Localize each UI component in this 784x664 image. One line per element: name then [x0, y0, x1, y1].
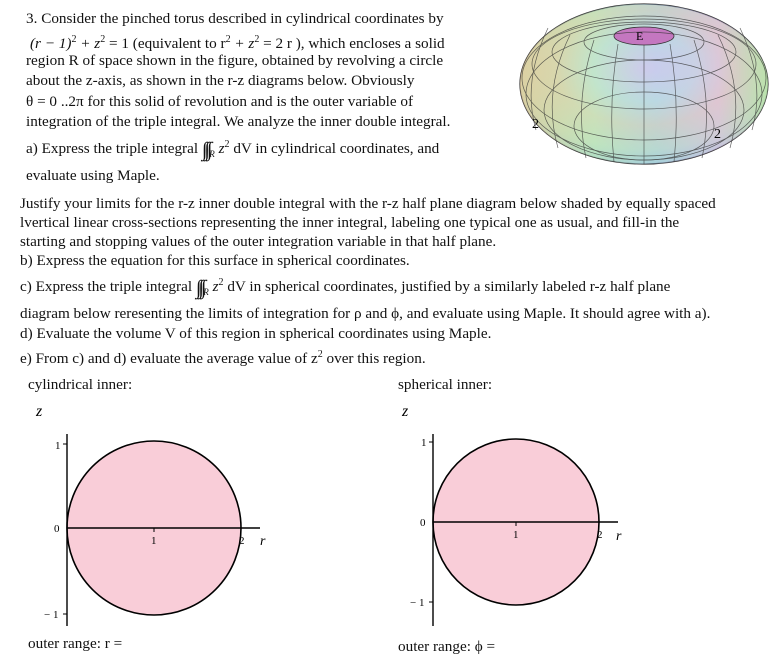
tick-label-zero: 0: [54, 523, 60, 535]
problem-line-14: diagram below reresenting the limits of integration for ρ and ϕ, and evaluate using Maple. It should agree with a).: [20, 305, 711, 322]
problem-line-12: b) Express the equation for this surface in spherical coordinates.: [20, 252, 410, 269]
text-part: a) Express the triple integral: [26, 140, 199, 157]
problem-line-13: [20, 274, 670, 301]
torus-label-right: 2: [714, 127, 721, 142]
torus-figure: [518, 2, 770, 170]
exp: 2: [224, 139, 230, 150]
problem-line-3: region R of space shown in the figure, obtained by revolving a circle: [26, 52, 444, 69]
left-plot-title: cylindrical inner:: [28, 376, 133, 393]
torus-label-top: E: [636, 29, 644, 43]
problem-line-7: [26, 136, 439, 163]
tick-label-zero: 0: [420, 517, 426, 529]
eq-part: + z: [230, 35, 255, 52]
text-part: c) Express the triple integral: [20, 278, 193, 295]
exp: 2: [218, 277, 224, 288]
r-axis-label: r: [616, 529, 622, 544]
triple-integral-sign: ∫∫∫: [195, 277, 204, 299]
r-axis-label: r: [260, 534, 266, 549]
left-outer-range: outer range: r =: [28, 635, 123, 652]
problem-line-4: about the z-axis, as shown in the r-z diagrams below. Obviously: [26, 72, 415, 89]
text-part: dV in cylindrical coordinates, and: [229, 140, 440, 157]
z-axis-label: z: [402, 403, 409, 420]
problem-line-11: starting and stopping values of the outer integration variable in that half plane.: [20, 233, 497, 250]
problem-line-2: [30, 31, 445, 53]
problem-line-16: [20, 346, 426, 368]
tick-label-z1: 1: [421, 437, 427, 449]
problem-line-8: evaluate using Maple.: [26, 167, 160, 184]
eq-part: = 1 (equivalent to r: [105, 35, 226, 52]
problem-line-15: d) Evaluate the volume V of this region in spherical coordinates using Maple.: [20, 325, 492, 342]
eq-part: (r − 1): [30, 35, 72, 52]
region-subscript: R: [209, 149, 215, 159]
problem-line-9: Justify your limits for the r-z inner double integral with the r-z half plane diagram below shaded by equally spaced: [20, 195, 716, 212]
triple-integral-sign: ∫∫∫: [201, 139, 210, 161]
text-part: e) From c) and d) evaluate the average value of z: [20, 350, 318, 367]
right-plot-title: spherical inner:: [398, 376, 493, 393]
problem-line-10: lvertical linear cross-sections representing the inner integral, labeling one typical one as usual, and fill-in the: [20, 214, 680, 231]
eq-part: + z: [76, 35, 101, 52]
region-subscript: R: [203, 287, 209, 297]
text-part: dV in spherical coordinates, justified by a similarly labeled r-z half plane: [223, 278, 671, 295]
tick-label-r1: 1: [513, 529, 519, 541]
exp: 2: [100, 34, 106, 45]
z-axis-label: z: [36, 403, 43, 420]
text-part: z: [208, 278, 219, 295]
torus-label-left: 2: [532, 117, 539, 132]
problem-line-1: 3. Consider the pinched torus described in cylindrical coordinates by: [26, 10, 444, 27]
text-part: z: [214, 140, 225, 157]
exp: 2: [254, 34, 260, 45]
tick-label-r2: 2: [597, 529, 603, 541]
eq-part: = 2 r ), which encloses a solid: [259, 35, 445, 52]
tick-label-r1: 1: [151, 535, 157, 547]
exp: 2: [71, 34, 77, 45]
tick-label-zneg1: − 1: [410, 597, 425, 609]
tick-label-r2: 2: [239, 535, 245, 547]
torus-hole: [614, 27, 674, 45]
text-part: over this region.: [322, 350, 426, 367]
problem-line-5: θ = 0 ..2π for this solid of revolution and is the outer variable of: [26, 93, 414, 110]
cylindrical-plot: [20, 400, 320, 630]
spherical-plot: [390, 400, 670, 630]
exp: 2: [225, 34, 231, 45]
right-outer-range: outer range: ϕ =: [398, 638, 496, 655]
tick-label-z1: 1: [55, 440, 61, 452]
problem-line-6: integration of the triple integral. We analyze the inner double integral.: [26, 113, 451, 130]
exp: 2: [317, 349, 323, 360]
tick-label-zneg1: − 1: [44, 609, 59, 621]
